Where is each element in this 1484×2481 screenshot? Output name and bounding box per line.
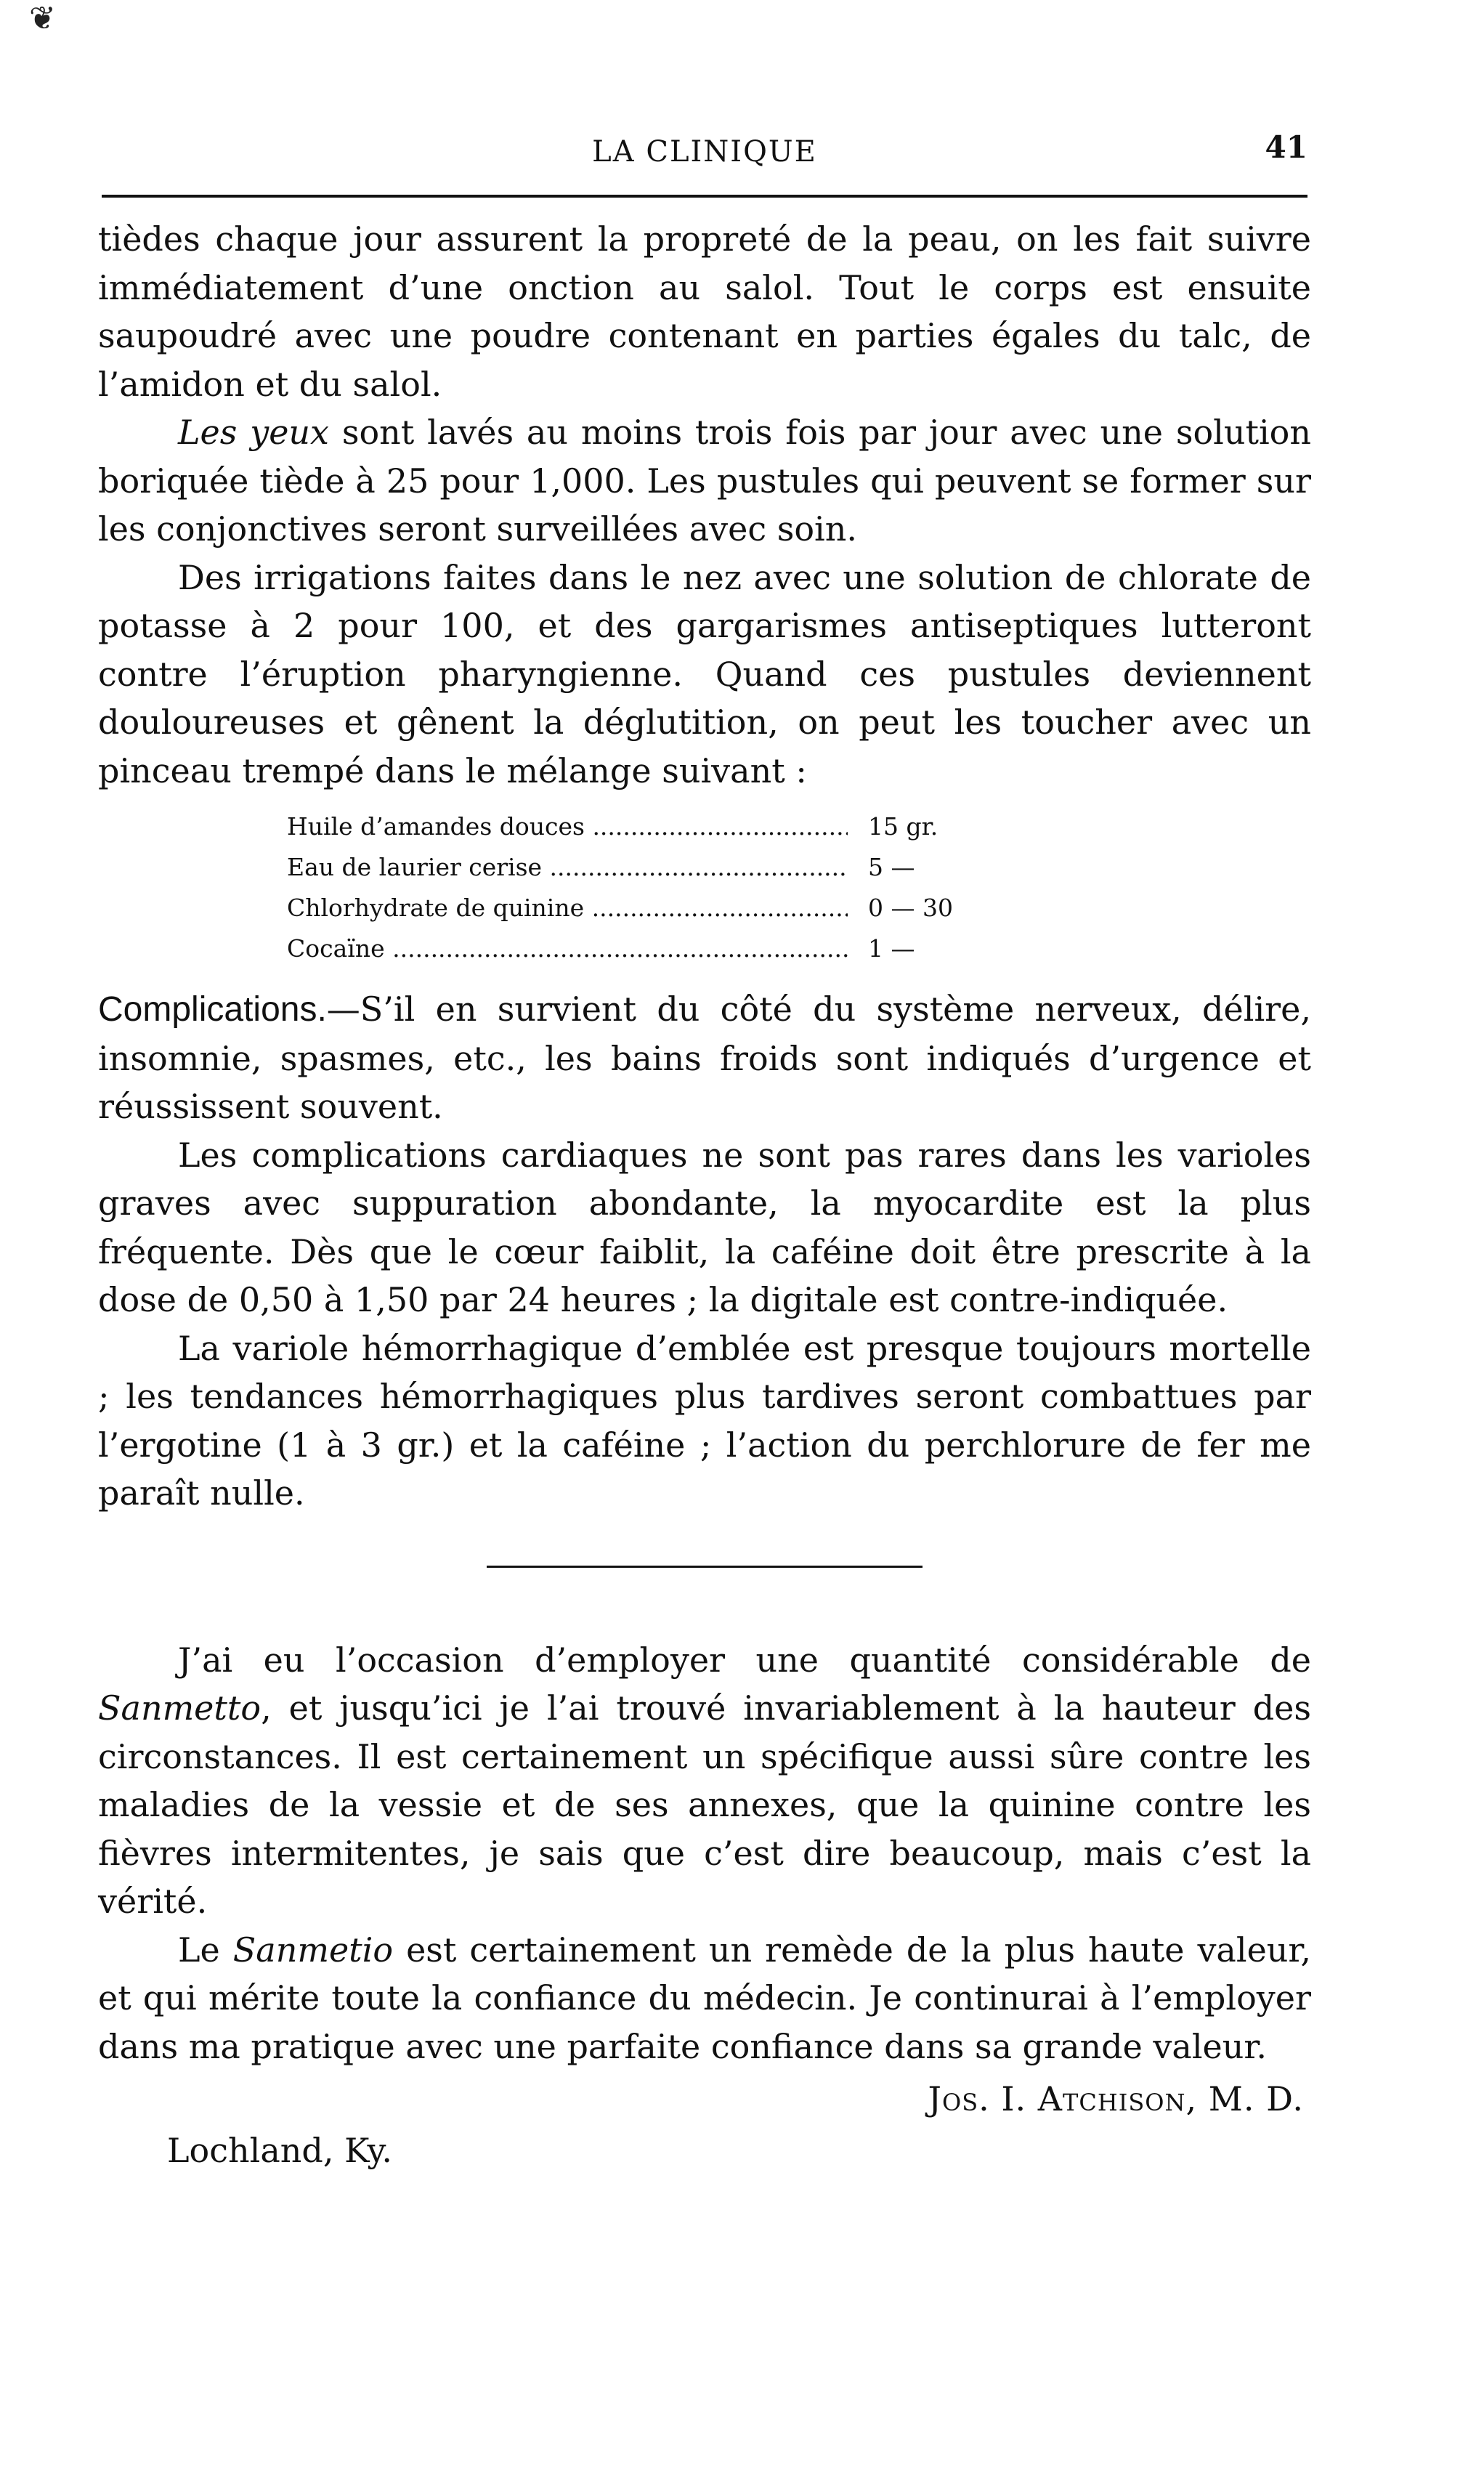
scan-artifact-mark: ❦: [29, 0, 56, 37]
testimonial-text: J’ai eu l’occasion d’employer une quantité considérable de: [178, 1640, 1311, 1680]
paragraph-eyes: [98, 408, 1311, 554]
recipe-row: [287, 806, 1013, 847]
signature-place: Lochland, Ky.: [167, 2130, 393, 2170]
paragraph-cardiac: Les complications cardiaques ne sont pas rares dans les varioles graves avec suppuration abondante, la myocardite est la plus fréquente. Dès que le cœur faiblit, la caféine doit être prescrite à la dose de 0,50 à 1,50 par 24 heures ; la digitale est contre-indiquée.: [98, 1135, 1311, 1319]
recipe-dose: 15 gr.: [868, 812, 938, 841]
section-separator: [487, 1566, 923, 1568]
testimonial-text: , et jusqu’ici je l’ai trouvé invariablement à la hauteur des circonstances. Il est certainement un spécifique aussi sûre contre les maladies de la vessie et de ses annexes, que la quinine contre les fièvres intermitentes, je sais que c’est dire beaucoup, mais c’est la vérité.: [98, 1688, 1311, 1921]
testimonial-paragraph-2: [98, 1926, 1311, 2071]
recipe-dose: 5 —: [868, 853, 915, 881]
page-header: [102, 129, 1307, 180]
testimonial-text: est certainement un remède de la plus haute valeur, et qui mérite toute la confiance du médecin. Je continurai à l’employer dans ma pratique avec une parfaite confiance dans sa grande valeur.: [98, 1930, 1311, 2066]
page-number: 41: [1265, 129, 1307, 165]
page-body: [98, 215, 1311, 2174]
product-name: Sanmetto: [98, 1688, 261, 1728]
header-rule: [102, 195, 1307, 198]
recipe-dose: 1 —: [868, 934, 915, 963]
product-name: Sanmetio: [232, 1930, 394, 1970]
testimonial-paragraph-1: [98, 1636, 1311, 1926]
paragraph-complications-text: —S’il en survient du côté du système nerveux, délire, insomnie, spasmes, etc., les bains froids sont indiqués d’urgence et réussissent souvent.: [98, 989, 1311, 1126]
paragraph-hygiene: tièdes chaque jour assurent la propreté de la peau, on les fait suivre immédiatement d’une onction au salol. Tout le corps est ensuite saupoudré avec une poudre contenant en parties égales du talc, de l’amidon et du salol.: [98, 219, 1311, 404]
paragraph-hemorrhagic: La variole hémorrhagique d’emblée est presque toujours mortelle ; les tendances hémorrhagiques plus tardives seront combattues par l’ergotine (1 à 3 gr.) et la caféine ; l’action du perchlorure de fer me paraît nulle.: [98, 1328, 1311, 1513]
recipe-row: [287, 847, 1013, 888]
paragraph-eyes-lead: Les yeux: [178, 413, 330, 452]
recipe-ingredient: Chlorhydrate de quinine .....: [287, 888, 848, 928]
paragraph-complications: [98, 985, 1311, 1131]
testimonial-text: Le: [178, 1930, 233, 1970]
running-title: LA CLINIQUE: [592, 135, 817, 169]
recipe-ingredient: Huile d’amandes douces .....: [287, 806, 848, 847]
recipe-ingredient: Cocaïne .....: [287, 928, 848, 969]
recipe-dose: 0 — 30: [868, 894, 953, 922]
signature: Jos. I. Atchison, M. D.: [928, 2079, 1304, 2118]
recipe-row: [287, 888, 1013, 928]
paragraph-irrigations: Des irrigations faites dans le nez avec une solution de chlorate de potasse à 2 pour 100, et des gargarismes antiseptiques lutteront contre l’éruption pharyngienne. Quand ces pustules deviennent douloureuses et gênent la déglutition, on peut les toucher avec un pinceau trempé dans le mélange suivant :: [98, 557, 1311, 790]
section-heading-complications: Complications.: [98, 990, 327, 1029]
recipe-table: [287, 806, 1013, 969]
paragraph-eyes-text: sont lavés au moins trois fois par jour avec une solution boriquée tiède à 25 pour 1,000. Les pustules qui peuvent se former sur les conjonctives seront surveillées avec soin.: [98, 413, 1311, 549]
recipe-ingredient: Eau de laurier cerise .....: [287, 847, 848, 888]
recipe-row: [287, 928, 1013, 969]
